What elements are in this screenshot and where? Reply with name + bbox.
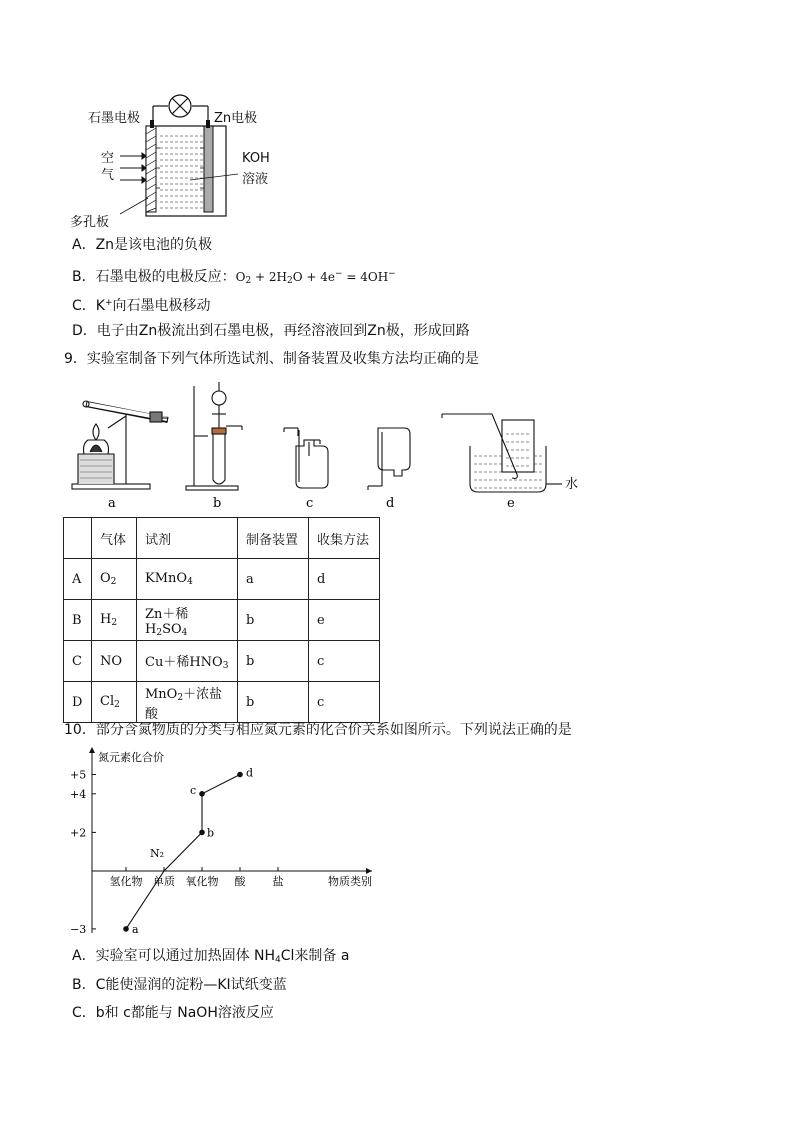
gas-cell <box>92 559 137 600</box>
data-label-c: c <box>190 783 197 797</box>
eq-mid: + 2H <box>251 270 287 284</box>
q8-b-text: B．石墨电极的电极反应： <box>72 269 236 285</box>
water-label: 水 <box>565 477 579 492</box>
eq-sup2: − <box>388 269 396 279</box>
reagent-tail: ＋浓盐酸 <box>145 686 223 722</box>
koh-label: KOH <box>242 151 270 166</box>
header-cell: 制备装置 <box>238 518 309 559</box>
data-point-c <box>199 791 205 797</box>
gas-sub: 2 <box>110 577 117 587</box>
header-cell: 气体 <box>92 518 137 559</box>
table-row <box>64 641 380 682</box>
reagent-cell <box>137 559 238 600</box>
gas-text: Cl <box>100 694 115 709</box>
eq-end: = 4OH <box>342 270 389 284</box>
eq-o: O <box>235 270 246 284</box>
reagent-tail: SO <box>162 621 182 637</box>
x-axis-label: 物质类别 <box>328 875 372 888</box>
table-row <box>64 600 380 641</box>
q10-option-b: B．C能使湿润的淀粉—KI试纸变蓝 <box>72 977 287 993</box>
gas-sub: 2 <box>114 700 120 710</box>
q10-option-a <box>72 947 349 969</box>
reagent-cell <box>137 600 238 641</box>
reagent-cell <box>137 682 238 723</box>
q8-option-b <box>72 265 396 290</box>
reagent-sub: 3 <box>222 661 229 671</box>
y-tick-label: +4 <box>70 787 87 801</box>
q9-stem: 9．实验室制备下列气体所选试剂、制备装置及收集方法均正确的是 <box>64 351 479 367</box>
zn-electrode-label: Zn电极 <box>214 111 258 126</box>
reagent-cell <box>137 641 238 682</box>
y-tick-label: +2 <box>70 826 87 840</box>
reagent-text: Cu＋稀HNO <box>145 655 223 670</box>
y-axis-arrow <box>89 747 95 753</box>
gas-sub: 2 <box>111 618 118 628</box>
reagent-sub: 4 <box>187 577 193 587</box>
label-d: d <box>386 496 395 511</box>
q10-a-rest: Cl来制备 a <box>280 948 350 964</box>
gas-cell <box>92 682 137 723</box>
q8-c-k: C．K <box>72 298 105 314</box>
q8-option-c <box>72 294 211 315</box>
device-cell: b <box>238 600 309 641</box>
label-b: b <box>213 496 222 511</box>
data-label-a: a <box>132 922 139 936</box>
porous-plate-label: 多孔板 <box>70 215 110 230</box>
q8-option-a: A．Zn是该电池的负极 <box>72 237 213 253</box>
x-tick-label: 氧化物 <box>185 875 219 888</box>
x-tick-label: 氢化物 <box>109 875 143 888</box>
nitrogen-valence-chart <box>66 745 386 935</box>
q8-c-plus: + <box>104 298 113 308</box>
reagent-sub2: 4 <box>181 627 188 638</box>
y-tick-label: +5 <box>70 768 87 782</box>
header-cell <box>64 518 92 559</box>
solution-label: 溶液 <box>242 172 269 187</box>
apparatus-b <box>186 382 242 490</box>
series-line <box>126 775 240 929</box>
apparatus-c <box>284 428 328 488</box>
gas-text: O <box>100 571 111 586</box>
data-label-N₂: N₂ <box>150 847 165 860</box>
table-header-row <box>64 518 380 559</box>
eq-sup: − <box>334 269 343 279</box>
data-label-b: b <box>207 826 215 840</box>
collect-cell: e <box>309 600 380 641</box>
label-e: e <box>507 496 515 511</box>
gas-text: NO <box>100 653 123 669</box>
data-point-b <box>199 830 205 836</box>
option-cell: B <box>64 600 92 641</box>
reagent-text: KMnO <box>145 571 188 586</box>
device-cell: b <box>238 682 309 723</box>
x-tick-label: 单质 <box>153 875 175 888</box>
label-a: a <box>108 496 116 511</box>
header-cell: 试剂 <box>137 518 238 559</box>
option-cell: A <box>64 559 92 600</box>
graphite-electrode-label: 石墨电极 <box>88 111 141 126</box>
eq-o2: O + 4e <box>292 270 335 284</box>
eq-sub: 2 <box>245 276 252 286</box>
device-cell: a <box>238 559 309 600</box>
q10-option-c: C．b和 c都能与 NaOH溶液反应 <box>72 1005 274 1021</box>
q10-a-text: A．实验室可以通过加热固体 NH <box>72 948 276 964</box>
q10-stem: 10．部分含氮物质的分类与相应氮元素的化合价关系如图所示。下列说法正确的是 <box>64 722 572 738</box>
reagent-sub: 2 <box>177 692 184 703</box>
reagent-text: Zn＋稀H <box>145 606 189 637</box>
q8-b-equation <box>236 270 396 284</box>
data-label-d: d <box>246 766 254 780</box>
apparatus-a <box>72 401 168 489</box>
x-axis-arrow <box>366 868 372 874</box>
q9-options-table <box>63 517 380 723</box>
q8-c-rest: 向石墨电极移动 <box>112 298 211 314</box>
gas-cell <box>92 600 137 641</box>
air-label-2: 气 <box>101 168 115 183</box>
x-tick-label: 酸 <box>234 875 246 888</box>
data-point-a <box>123 926 129 932</box>
collect-cell: c <box>309 682 380 723</box>
gas-cell <box>92 641 137 682</box>
apparatus-d <box>368 428 410 490</box>
q8-option-d: D．电子由Zn极流出到石墨电极，再经溶液回到Zn极，形成回路 <box>72 323 470 339</box>
x-tick-label: 盐 <box>272 875 284 888</box>
gas-text: H <box>100 612 112 627</box>
reagent-sub: 2 <box>156 627 163 638</box>
y-tick-label: −3 <box>70 922 87 936</box>
label-c: c <box>306 496 314 511</box>
collect-cell: d <box>309 559 380 600</box>
q10-a-sub: 4 <box>275 955 281 965</box>
apparatus-figure <box>68 376 588 511</box>
table-row <box>64 682 380 723</box>
y-axis-label: 氮元素化合价 <box>98 751 164 764</box>
collect-cell: c <box>309 641 380 682</box>
data-point-d <box>237 772 243 778</box>
eq-sub2: 2 <box>286 276 293 286</box>
apparatus-e <box>442 414 562 492</box>
option-cell: C <box>64 641 92 682</box>
reagent-text: MnO <box>145 686 178 702</box>
air-label-1: 空 <box>101 151 115 166</box>
option-cell: D <box>64 682 92 723</box>
header-cell: 收集方法 <box>309 518 380 559</box>
table-row <box>64 559 380 600</box>
device-cell: b <box>238 641 309 682</box>
